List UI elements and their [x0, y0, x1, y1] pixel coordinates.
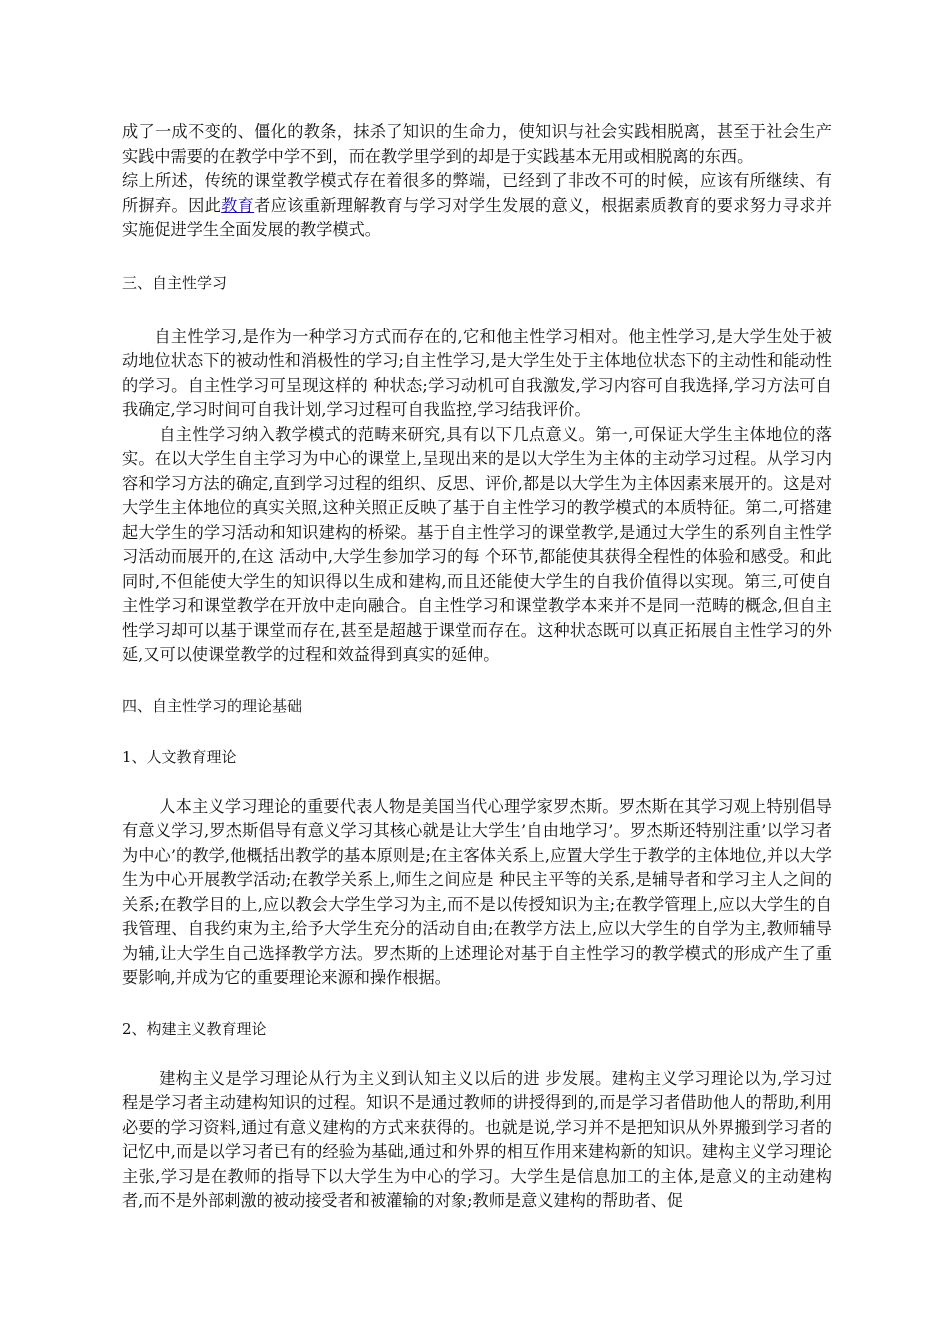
- intro-paragraph: 成了一成不变的、僵化的教条，抹杀了知识的生命力，使知识与社会实践相脱离，甚至于社会生产实践中需要的在教学中学不到，而在教学里学到的却是于实践基本无用或相脱离的东西。: [122, 122, 832, 166]
- subsection-2-paragraph: 建构主义是学习理论从行为主义到认知主义以后的进 步发展。建构主义学习理论以为,学习过程是学习者主动建构知识的过程。知识不是通过教师的讲授得到的,而是学习者借助他人的帮助,利用必要的学习资料,通过有意义建构的方式来获得的。也就是说,学习并不是把知识从外界搬到学习者的记忆中,而是以学习者已有的经验为基础,通过和外界的相互作用来建构新的知识。建构主义学习理论主张,学习是在教师的指导下以大学生为中心的学习。大学生是信息加工的主体,是意义的主动建构者,而不是外部刺激的被动接受者和被灌输的对象;教师是意义建构的帮助者、促: [122, 1068, 832, 1210]
- subsection-1-paragraph: 人本主义学习理论的重要代表人物是美国当代心理学家罗杰斯。罗杰斯在其学习观上特别倡导有意义学习,罗杰斯倡导有意义学习其核心就是让大学生’自由地学习’。罗杰斯还特别注重’以学习者为中心’的教学,他概括出教学的基本原则是;在主客体关系上,应置大学生于教学的主体地位,并以大学生为中心开展教学活动;在教学关系上,师生之间应是 种民主平等的关系,是辅导者和学习主人之间的关系;在教学目的上,应以教会大学生学习为主,而不是以传授知识为主;在教学管理上,应以大学生的自我管理、自我约束为主,给予大学生充分的活动自由;在教学方法上,应以大学生的自学为主,教师辅导为辅,让大学生自己选择教学方法。罗杰斯的上述理论对基于自主性学习的教学模式的形成产生了重要影响,并成为它的重要理论来源和操作根据。: [122, 796, 832, 987]
- summary-paragraph: [122, 169, 832, 243]
- document-page: [122, 120, 832, 1214]
- summary-text-after-link: 者应该重新理解教育与学习对学生发展的意义，根据素质教育的要求努力寻求并实施促进学生全面发展的教学模式。: [122, 195, 833, 239]
- section-3-paragraph-2: 自主性学习纳入教学模式的范畴来研究,具有以下几点意义。第一,可保证大学生主体地位的落实。在以大学生自主学习为中心的课堂上,呈现出来的是以大学生为主体的主动学习过程。从学习内容和学习方法的确定,直到学习过程的组织、反思、评价,都是以大学生为主体因素来展开的。这是对大学生主体地位的真实关照,这种关照正反映了基于自主性学习的教学模式的本质特征。第二,可搭建起大学生的学习活动和知识建构的桥梁。基于自主性学习的课堂教学,是通过大学生的系列自主性学习活动而展开的,在这 活动中,大学生参加学习的每 个环节,都能使其获得全程性的体验和感受。和此同时,不但能使大学生的知识得以生成和建构,而且还能使大学生的自我价值得以实现。第三,可使自主性学习和课堂教学在开放中走向融合。自主性学习和课堂教学本来并不是同一范畴的概念,但自主性学习却可以基于课堂而存在,甚至是超越于课堂而存在。这种状态既可以真正拓展自主性学习的外延,又可以使课堂教学的过程和效益得到真实的延伸。: [122, 424, 832, 664]
- section-4-heading: 四、自主性学习的理论基础: [122, 696, 303, 715]
- section-3-heading: 三、自主性学习: [122, 273, 228, 292]
- subsection-1-heading: 1、人文教育理论: [122, 747, 237, 766]
- summary-text-before-link: 综上所述，传统的课堂教学模式存在着很多的弊端，已经到了非改不可的时候，应该有所继续、有所摒弃。因此: [122, 171, 832, 215]
- subsection-2-heading: 2、构建主义教育理论: [122, 1019, 267, 1038]
- section-3-paragraph-1: 自主性学习,是作为一种学习方式而存在的,它和他主性学习相对。他主性学习,是大学生处于被动地位状态下的被动性和消极性的学习;自主性学习,是大学生处于主体地位状态下的主动性和能动性的学习。自主性学习可呈现这样的 种状态;学习动机可自我激发,学习内容可自我选择,学习方法可自我确定,学习时间可自我计划,学习过程可自我监控,学习结我评价。: [122, 326, 832, 419]
- education-link[interactable]: 教育: [221, 195, 255, 215]
